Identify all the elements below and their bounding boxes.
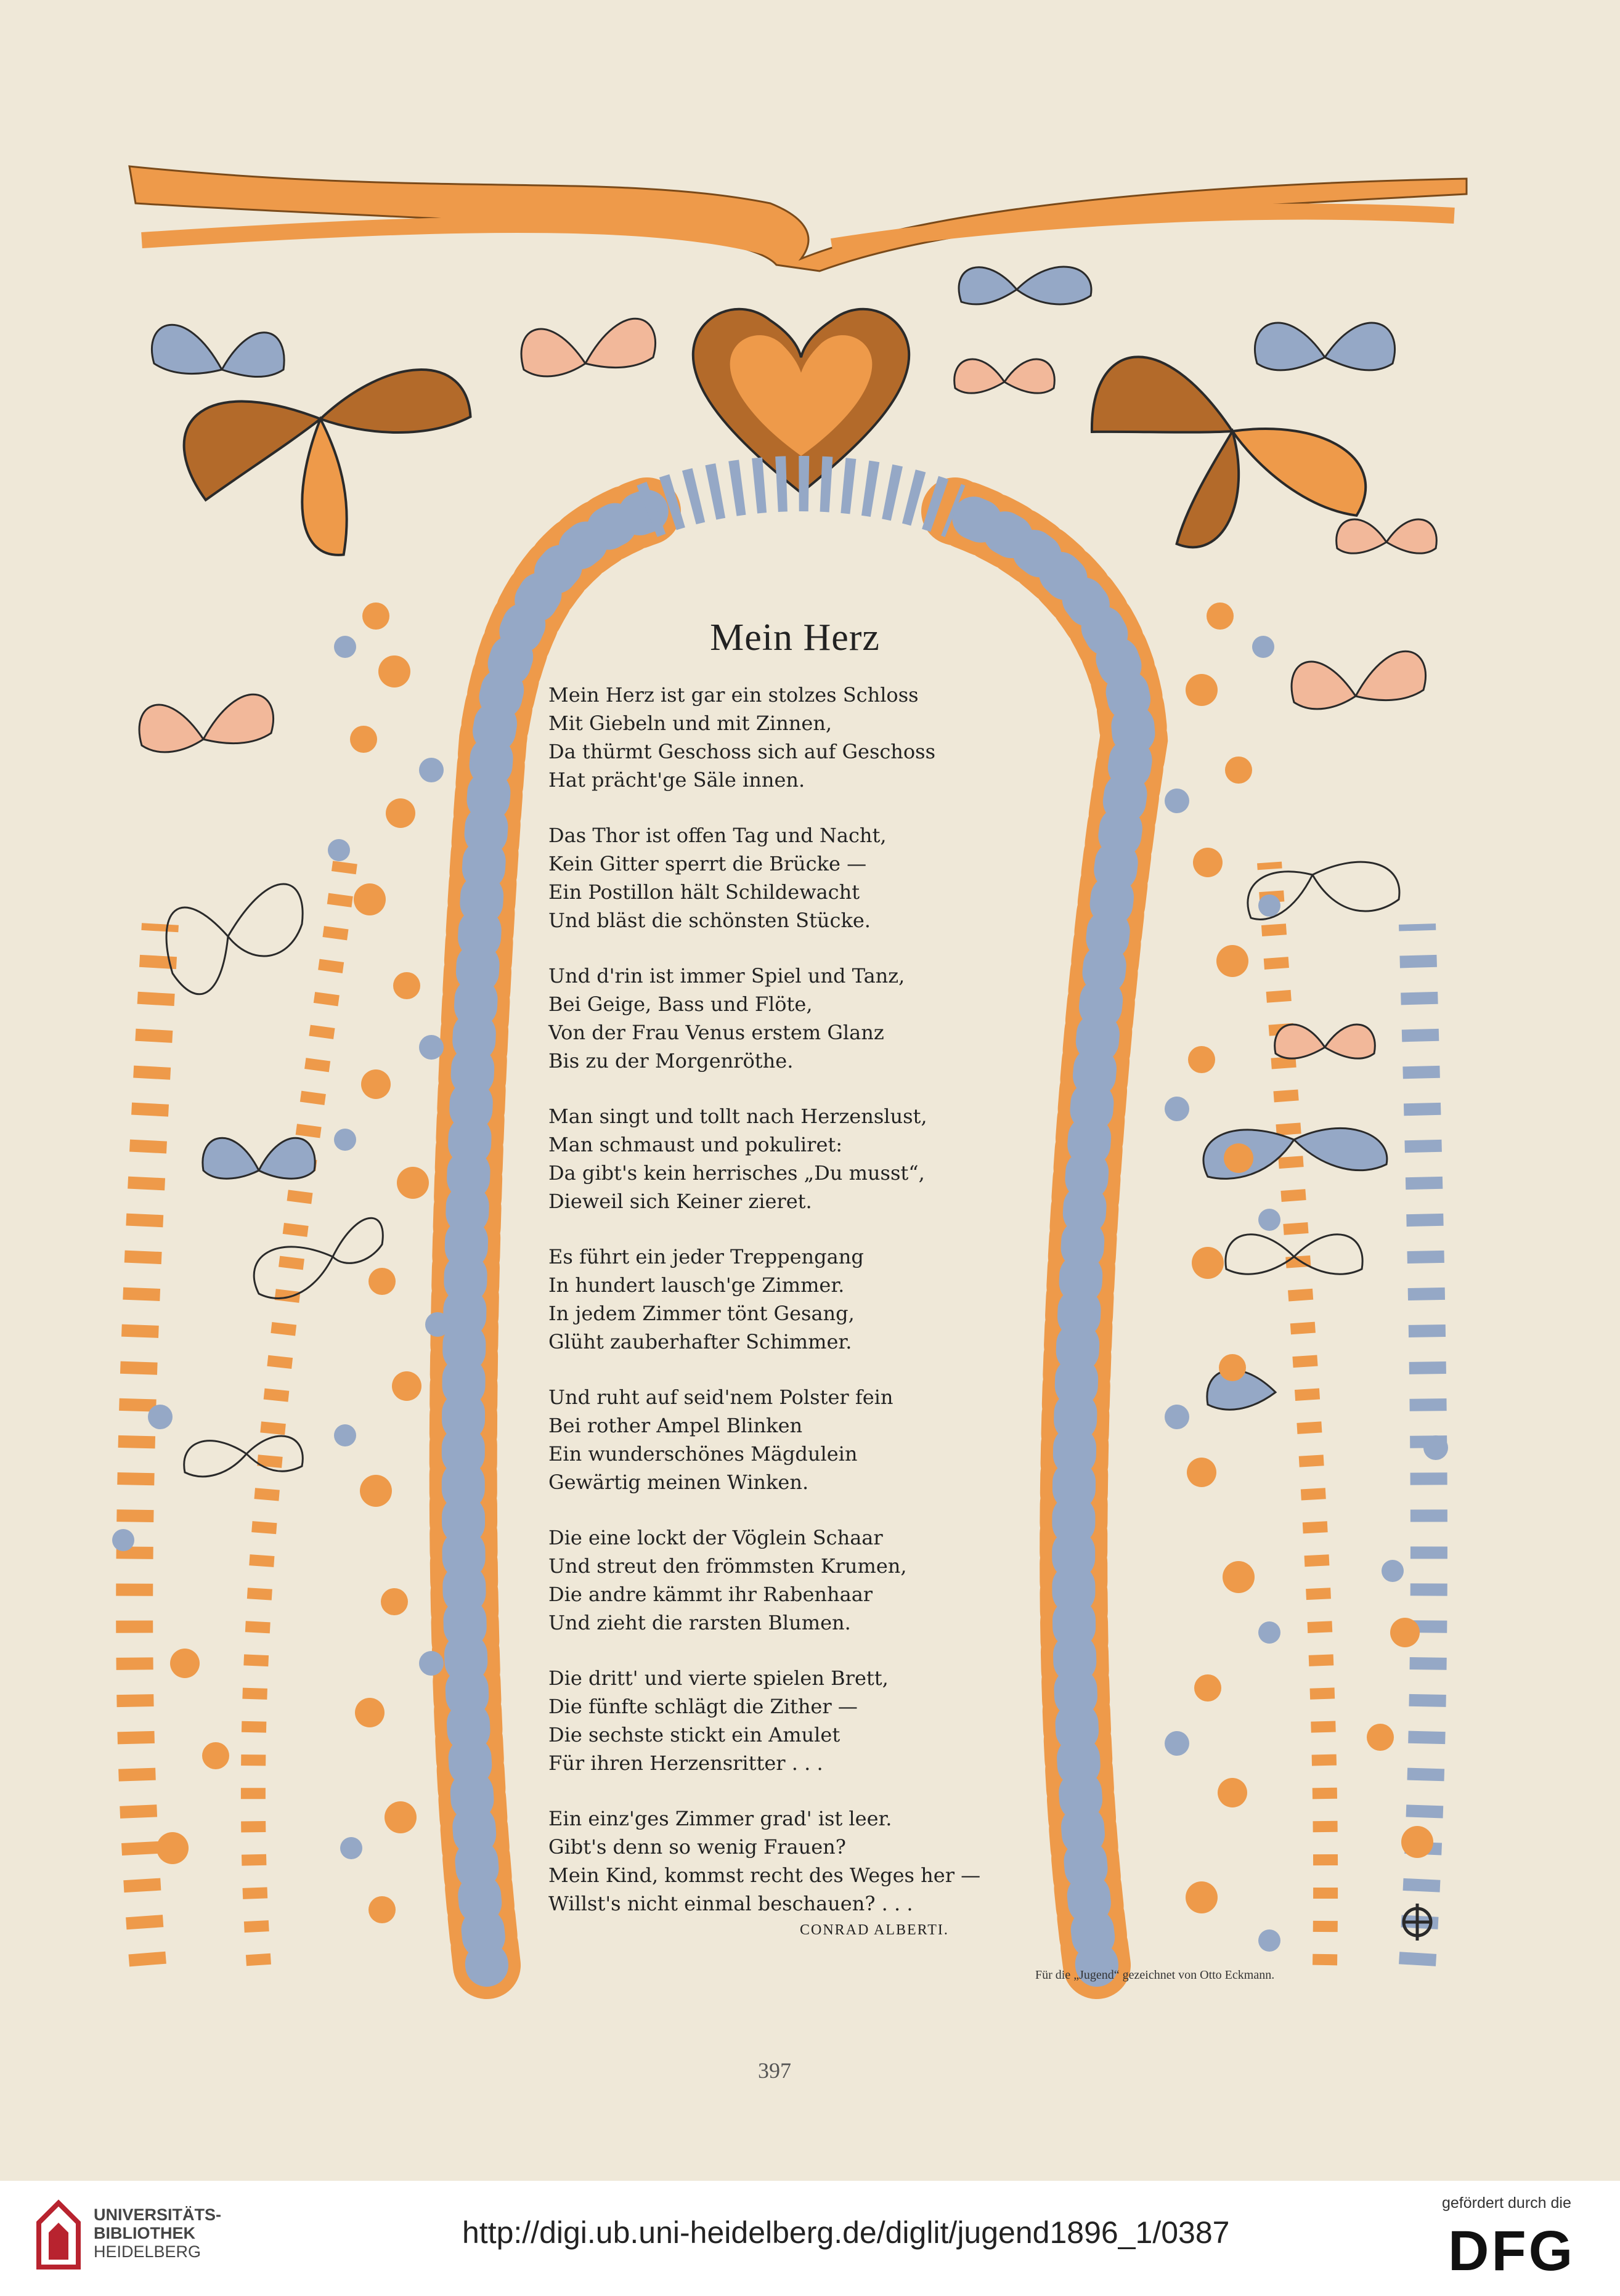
verse-line: Die eine lockt der Vöglein Schaar: [548, 1526, 883, 1549]
verse-line: Willst's nicht einmal beschauen? . . .: [548, 1892, 913, 1915]
butterfly-small: [1292, 651, 1425, 709]
verse-line: Die andre kämmt ihr Rabenhaar: [548, 1583, 873, 1606]
verse-line: Für ihren Herzensritter . . .: [548, 1751, 823, 1775]
verse-line: Bis zu der Morgenröthe.: [548, 1049, 794, 1073]
butterfly-small: [203, 1138, 315, 1178]
dfg-logo[interactable]: DFG: [1448, 2220, 1576, 2282]
verse-line: Und ruht auf seid'nem Polster fein: [548, 1385, 893, 1409]
verse-line: Und bläst die schönsten Stücke.: [548, 909, 871, 932]
university-library-logo[interactable]: [34, 2198, 83, 2272]
butterfly-large-right: [1064, 347, 1385, 588]
butterfly-small: [139, 694, 273, 752]
page-number: 397: [758, 2058, 791, 2083]
stanza: [548, 962, 1004, 1075]
verse-line: Und d'rin ist immer Spiel und Tanz,: [548, 964, 905, 988]
butterfly-small: [152, 325, 285, 376]
library-name-line: BIBLIOTHEK: [94, 2224, 195, 2242]
verse-line: Mein Herz ist gar ein stolzes Schloss: [548, 683, 919, 707]
verse-line: Ein Postillon hält Schildewacht: [548, 880, 860, 904]
verse-line: Gibt's denn so wenig Frauen?: [548, 1835, 846, 1859]
verse-line: Da gibt's kein herrisches „Du musst“,: [548, 1161, 925, 1185]
verse-line: Und streut den frömmsten Krumen,: [548, 1554, 907, 1578]
butterfly-small: [521, 318, 655, 376]
verse-line: Dieweil sich Keiner zieret.: [548, 1190, 812, 1213]
stanza: [548, 1664, 1004, 1777]
verse-line: Mein Kind, kommst recht des Weges her —: [548, 1864, 981, 1887]
library-name: [94, 2205, 221, 2261]
verse-line: Von der Frau Venus erstem Glanz: [548, 1021, 884, 1044]
verse-line: Ein einz'ges Zimmer grad' ist leer.: [548, 1807, 892, 1830]
funding-label: gefördert durch die: [1442, 2194, 1571, 2212]
verse-line: Bei rother Ampel Blinken: [548, 1414, 803, 1437]
verse-line: Kein Gitter sperrt die Brücke —: [548, 852, 867, 875]
verse-line: Glüht zauberhafter Schimmer.: [548, 1330, 852, 1353]
butterfly-small: [1337, 519, 1437, 553]
butterfly-small: [1275, 1024, 1375, 1058]
verse-line: In jedem Zimmer tönt Gesang,: [548, 1302, 855, 1325]
library-name-line: HEIDELBERG: [94, 2242, 201, 2261]
verse-line: Die dritt' und vierte spielen Brett,: [548, 1666, 889, 1690]
butterfly-outline: [166, 884, 303, 994]
verse-line: Hat prächt'ge Säle innen.: [548, 768, 805, 792]
verse-line: Man singt und tollt nach Herzenslust,: [548, 1105, 927, 1128]
verse-line: Die fünfte schlägt die Zither —: [548, 1695, 858, 1718]
butterfly-outline: [184, 1436, 303, 1477]
butterfly-small: [959, 267, 1091, 304]
illustration-credit: Für die „Jugend“ gezeichnet von Otto Eckmann.: [1035, 1968, 1275, 1982]
verse-line: Und zieht die rarsten Blumen.: [548, 1611, 851, 1634]
stanza: [548, 1243, 1004, 1356]
butterfly-large-left: [171, 323, 503, 594]
permalink-url[interactable]: http://digi.ub.uni-heidelberg.de/diglit/jugend1896_1/0387: [462, 2215, 1230, 2250]
stanza: [548, 1523, 1004, 1637]
verse-line: Bei Geige, Bass und Flöte,: [548, 992, 813, 1016]
library-name-line: UNIVERSITÄTS-: [94, 2205, 222, 2224]
verse-line: Das Thor ist offen Tag und Nacht,: [548, 824, 887, 847]
verse-line: Die sechste stickt ein Amulet: [548, 1723, 841, 1746]
verse-line: Ein wunderschönes Mägdulein: [548, 1442, 858, 1466]
verse-line: Mit Giebeln und mit Zinnen,: [548, 712, 832, 735]
butterfly-small: [954, 359, 1055, 393]
verse-line: Es führt ein jeder Treppengang: [548, 1245, 864, 1268]
stanza: [548, 821, 1004, 935]
butterfly-outline: [1226, 1235, 1362, 1274]
poem-author: CONRAD ALBERTI.: [800, 1922, 949, 1938]
poem: [548, 616, 1004, 1945]
verse-line: Man schmaust und pokuliret:: [548, 1133, 843, 1156]
stanza: [548, 1102, 1004, 1215]
stanza: [548, 681, 1004, 794]
butterfly-small: [1255, 323, 1395, 370]
butterfly-outline: [254, 1218, 383, 1298]
artist-monogram: [1404, 1904, 1431, 1941]
poem-title: Mein Herz: [710, 617, 880, 659]
stanza: [548, 1804, 1004, 1918]
stanza: [548, 1383, 1004, 1496]
verse-line: In hundert lausch'ge Zimmer.: [548, 1273, 845, 1297]
digitization-footer: [0, 2181, 1620, 2296]
verse-line: Gewärtig meinen Winken.: [548, 1470, 809, 1494]
verse-line: Da thürmt Geschoss sich auf Geschoss: [548, 740, 936, 763]
